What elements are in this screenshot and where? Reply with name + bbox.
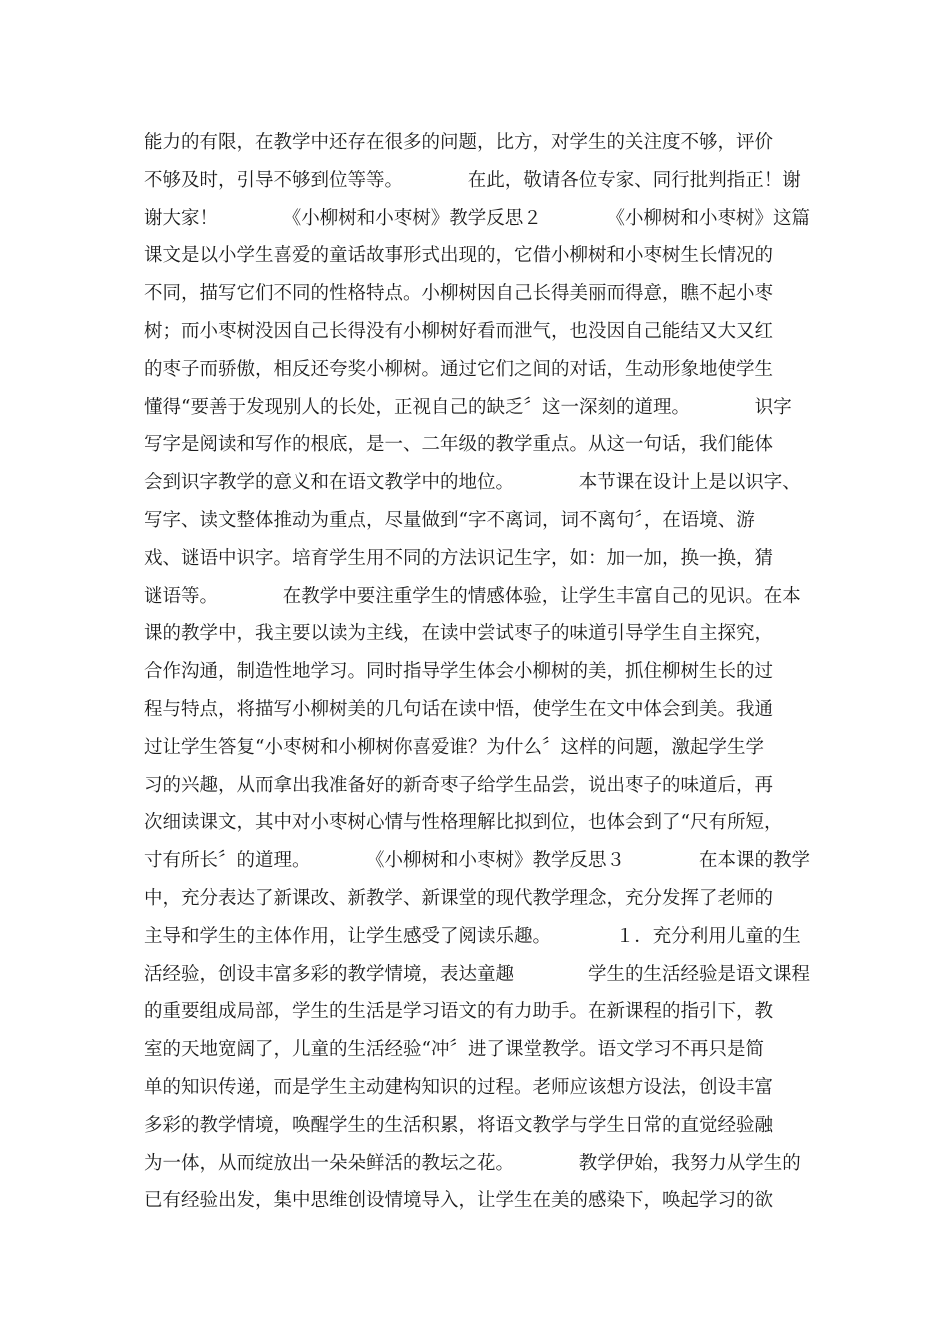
text-line: 已有经验出发，集中思维创设情境导入，让学生在美的感染下，唤起学习的欲	[144, 1190, 774, 1212]
text-line: 能力的有限，在教学中还存在很多的问题，比方，对学生的关注度不够，评价	[144, 132, 774, 153]
text-line: 单的知识传递，而是学生主动建构知识的过程。老师应该想方设法，创设丰富	[144, 1076, 774, 1098]
text-line: 的枣子而骄傲，相反还夸奖小柳树。通过它们之间的对话，生动形象地使学生	[144, 358, 774, 380]
text-line: 为一体，从而绽放出一朵朵鲜活的教坛之花。 教学伊始，我努力从学生的	[144, 1152, 801, 1174]
text-line: 懂得“要善于发现别人的长处，正视自己的缺乏〞这一深刻的道理。 识字	[144, 396, 792, 418]
text-line: 不够及时，引导不够到位等等。 在此，敬请各位专家、同行批判指正！谢	[144, 169, 801, 191]
text-line: 会到识字教学的意义和在语文教学中的地位。 本节课在设计上是以识字、	[144, 472, 801, 494]
text-line: 寸有所长〞的道理。 《小柳树和小枣树》教学反思３ 在本课的教学	[144, 850, 811, 872]
text-line: 写字是阅读和写作的根底，是一、二年级的教学重点。从这一句话，我们能体	[144, 434, 774, 456]
text-line: 中，充分表达了新课改、新教学、新课堂的现代教学理念，充分发挥了老师的	[144, 887, 774, 909]
text-line: 过让学生答复“小枣树和小柳树你喜爱谁？为什么〞这样的问题，激起学生学	[144, 736, 764, 758]
text-line: 合作沟通，制造性地学习。同时指导学生体会小柳树的美，抓住柳树生长的过	[144, 661, 774, 683]
text-line: 室的天地宽阔了，儿童的生活经验“冲〞进了课堂教学。语文学习不再只是简	[144, 1039, 764, 1061]
text-line: 不同，描写它们不同的性格特点。小柳树因自己长得美丽而得意，瞧不起小枣	[144, 283, 774, 305]
text-line: 活经验，创设丰富多彩的教学情境，表达童趣 学生的生活经验是语文课程	[144, 963, 811, 985]
text-line: 树；而小枣树没因自己长得没有小柳树好看而泄气，也没因自己能结又大又红	[144, 320, 774, 342]
text-line: 程与特点，将描写小柳树美的几句话在读中悟，使学生在文中体会到美。我通	[144, 698, 774, 720]
text-line: 戏、谜语中识字。培育学生用不同的方法识记生字，如：加一加，换一换，猜	[144, 547, 774, 569]
text-line: 写字、读文整体推动为重点，尽量做到“字不离词，词不离句〞，在语境、游	[144, 509, 755, 531]
text-line: 次细读课文，其中对小枣树心情与性格理解比拟到位，也体会到了“尺有所短，	[144, 812, 783, 834]
text-line: 的重要组成局部，学生的生活是学习语文的有力助手。在新课程的指引下，教	[144, 1001, 774, 1023]
text-line: 课的教学中，我主要以读为主线，在读中尝试枣子的味道引导学生自主探究，	[144, 623, 774, 645]
text-line: 谢大家！ 《小柳树和小枣树》教学反思２ 《小柳树和小枣树》这篇	[144, 207, 811, 229]
text-line: 主导和学生的主体作用，让学生感受了阅读乐趣。 １．充分利用儿童的生	[144, 925, 801, 947]
body-text	[144, 124, 824, 1220]
text-line: 谜语等。 在教学中要注重学生的情感体验，让学生丰富自己的见识。在本	[144, 585, 801, 607]
text-line: 多彩的教学情境，唤醒学生的生活积累，将语文教学与学生日常的直觉经验融	[144, 1114, 774, 1136]
text-line: 习的兴趣，从而拿出我准备好的新奇枣子给学生品尝，说出枣子的味道后，再	[144, 774, 774, 796]
text-line: 课文是以小学生喜爱的童话故事形式出现的，它借小柳树和小枣树生长情况的	[144, 245, 774, 267]
